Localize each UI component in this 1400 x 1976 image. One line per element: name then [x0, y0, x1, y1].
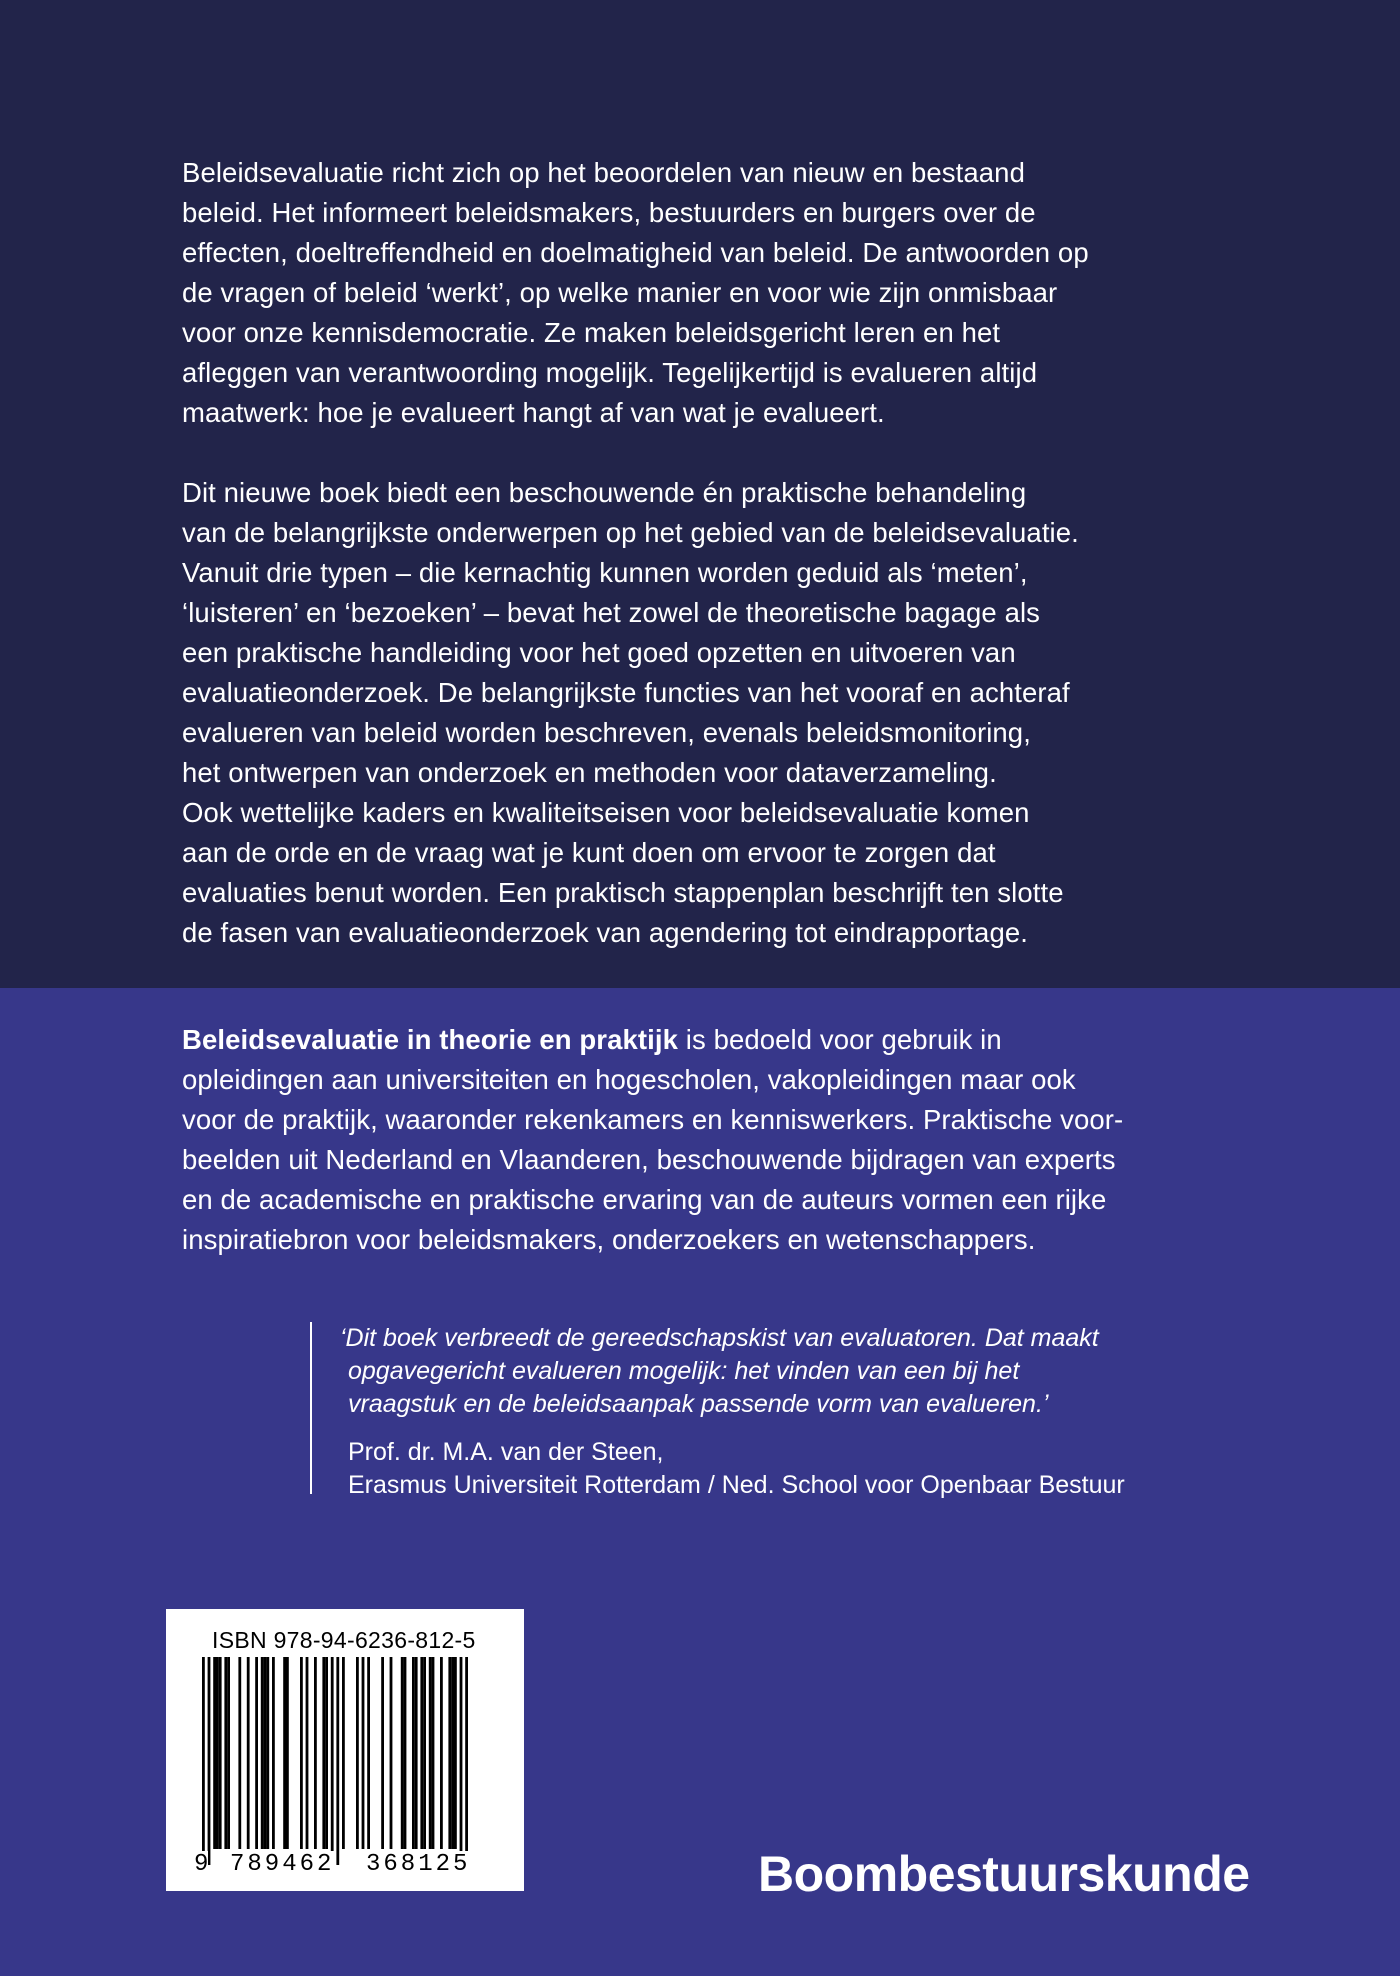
barcode-bar [306, 1657, 309, 1849]
barcode-bar [322, 1657, 325, 1849]
description-line: het ontwerpen van onderzoek en methoden voor dataverzameling. [182, 757, 997, 788]
barcode-bar [356, 1657, 359, 1849]
audience-first-line [182, 1020, 1192, 1060]
endorsement-quote [310, 1322, 1172, 1499]
quote-author-name: Prof. dr. M.A. van der Steen, [348, 1438, 664, 1466]
barcode-bar [367, 1657, 370, 1849]
barcode-bar [460, 1657, 463, 1865]
barcode-bar [264, 1657, 267, 1849]
barcode-bar [362, 1657, 365, 1849]
barcode-bar [266, 1657, 269, 1849]
intro-line: maatwerk: hoe je evalueert hangt af van wat je evalueert. [182, 397, 885, 428]
barcode-bar [255, 1657, 258, 1849]
description-line: van de belangrijkste onderwerpen op het gebied van de beleidsevaluatie. [182, 517, 1079, 548]
intro-line: effecten, doeltreffendheid en doelmatigheid van beleid. De antwoorden op [182, 237, 1089, 268]
description-paragraph [182, 473, 1192, 953]
ean-right-group: 368125 [366, 1851, 471, 1878]
barcode-bar [247, 1657, 250, 1849]
barcode-bar [381, 1657, 384, 1849]
barcode-bar [331, 1657, 334, 1865]
barcode-bar [208, 1657, 211, 1865]
description-line: evaluatieonderzoek. De belangrijkste functies van het vooraf en achteraf [182, 677, 1070, 708]
isbn-barcode [166, 1609, 524, 1891]
description-line: ‘luisteren’ en ‘bezoeken’ – bevat het zowel de theoretische bagage als [182, 597, 1041, 628]
intro-paragraph [182, 153, 1192, 433]
quote-line: vraagstuk en de beleidsaanpak passende vorm van evalueren.’ [348, 1390, 1049, 1418]
barcode-bar [213, 1657, 216, 1849]
intro-line: afleggen van verantwoording mogelijk. Tegelijkertijd is evalueren altijd [182, 357, 1038, 388]
description-line: Dit nieuwe boek biedt een beschouwende én praktische behandeling [182, 477, 1027, 508]
barcode-bar [325, 1657, 328, 1849]
description-line: Ook wettelijke kaders en kwaliteitseisen voor beleidsevaluatie komen [182, 797, 1030, 828]
barcode-bars [196, 1657, 496, 1867]
description-line: evalueren van beleid worden beschreven, evenals beleidsmonitoring, [182, 717, 1031, 748]
intro-line: Beleidsevaluatie richt zich op het beoordelen van nieuw en bestaand [182, 157, 1025, 188]
barcode-bar [224, 1657, 227, 1849]
description-line: evaluaties benut worden. Een praktisch stappenplan beschrijft ten slotte [182, 877, 1064, 908]
barcode-bar [336, 1657, 339, 1865]
intro-line: voor onze kennisdemocratie. Ze maken beleidsgericht leren en het [182, 317, 1001, 348]
barcode-bar [219, 1657, 222, 1849]
quote-line: ‘Dit boek verbreedt de gereedschapskist van evaluatoren. Dat maakt [340, 1324, 1099, 1352]
publisher-logo: Boombestuurskunde [758, 1846, 1250, 1902]
barcode-bar [423, 1657, 426, 1849]
barcode-bar [420, 1657, 423, 1849]
barcode-bar [412, 1657, 415, 1849]
description-line: aan de orde en de vraag wat je kunt doen om ervoor te zorgen dat [182, 837, 996, 868]
ean-first-digit: 9 [194, 1851, 209, 1878]
audience-paragraph [182, 1020, 1192, 1260]
barcode-bar [451, 1657, 454, 1849]
audience-line: en de academische en praktische ervaring van de auteurs vormen een rijke [182, 1184, 1107, 1215]
audience-line: voor de praktijk, waaronder rekenkamers en kenniswerkers. Praktische voor- [182, 1104, 1124, 1135]
intro-line: de vragen of beleid ‘werkt’, op welke manier en voor wie zijn onmisbaar [182, 277, 1058, 308]
barcode-bar [300, 1657, 303, 1849]
audience-first-line-rest: is bedoeld voor gebruik in [678, 1024, 1002, 1055]
barcode-bar [202, 1657, 205, 1865]
audience-line: beelden uit Nederland en Vlaanderen, beschouwende bijdragen van experts [182, 1144, 1116, 1175]
barcode-bar [429, 1657, 432, 1849]
barcode-bar [454, 1657, 457, 1849]
barcode-bar [227, 1657, 230, 1849]
intro-line: beleid. Het informeert beleidsmakers, bestuurders en burgers over de [182, 197, 1036, 228]
isbn-label: ISBN 978-94-6236-812-5 [212, 1627, 476, 1653]
description-line: Vanuit drie typen – die kernachtig kunnen worden geduid als ‘meten’, [182, 557, 1028, 588]
barcode-bar [272, 1657, 275, 1849]
barcode-bar [314, 1657, 317, 1849]
barcode-bar [342, 1657, 345, 1849]
barcode-bar [238, 1657, 241, 1849]
barcode-bar [448, 1657, 451, 1849]
audience-line: inspiratiebron voor beleidsmakers, onderzoekers en wetenschappers. [182, 1224, 1036, 1255]
book-title: Beleidsevaluatie in theorie en praktijk [182, 1024, 679, 1055]
description-line: een praktische handleiding voor het goed opzetten en uitvoeren van [182, 637, 1016, 668]
quote-line: opgavegericht evalueren mogelijk: het vinden van een bij het [348, 1357, 1020, 1385]
barcode-bar [390, 1657, 393, 1849]
description-line: de fasen van evaluatieonderzoek van agendering tot eindrapportage. [182, 917, 1028, 948]
barcode-bar [432, 1657, 435, 1849]
barcode-bar [440, 1657, 443, 1849]
quote-author-affiliation: Erasmus Universiteit Rotterdam / Ned. School voor Openbaar Bestuur [348, 1471, 1125, 1499]
barcode-bar [465, 1657, 468, 1865]
barcode-bar [401, 1657, 404, 1849]
ean-left-group: 789462 [230, 1851, 335, 1878]
barcode-bar [286, 1657, 289, 1849]
audience-line: opleidingen aan universiteiten en hogescholen, vakopleidingen maar ook [182, 1064, 1076, 1095]
barcode-bar [216, 1657, 219, 1849]
barcode-bar [404, 1657, 407, 1849]
barcode-bar [261, 1657, 264, 1849]
barcode-bar [415, 1657, 418, 1849]
quote-attribution [348, 1436, 1125, 1502]
barcode-bar [283, 1657, 286, 1849]
quote-text [340, 1322, 1099, 1421]
